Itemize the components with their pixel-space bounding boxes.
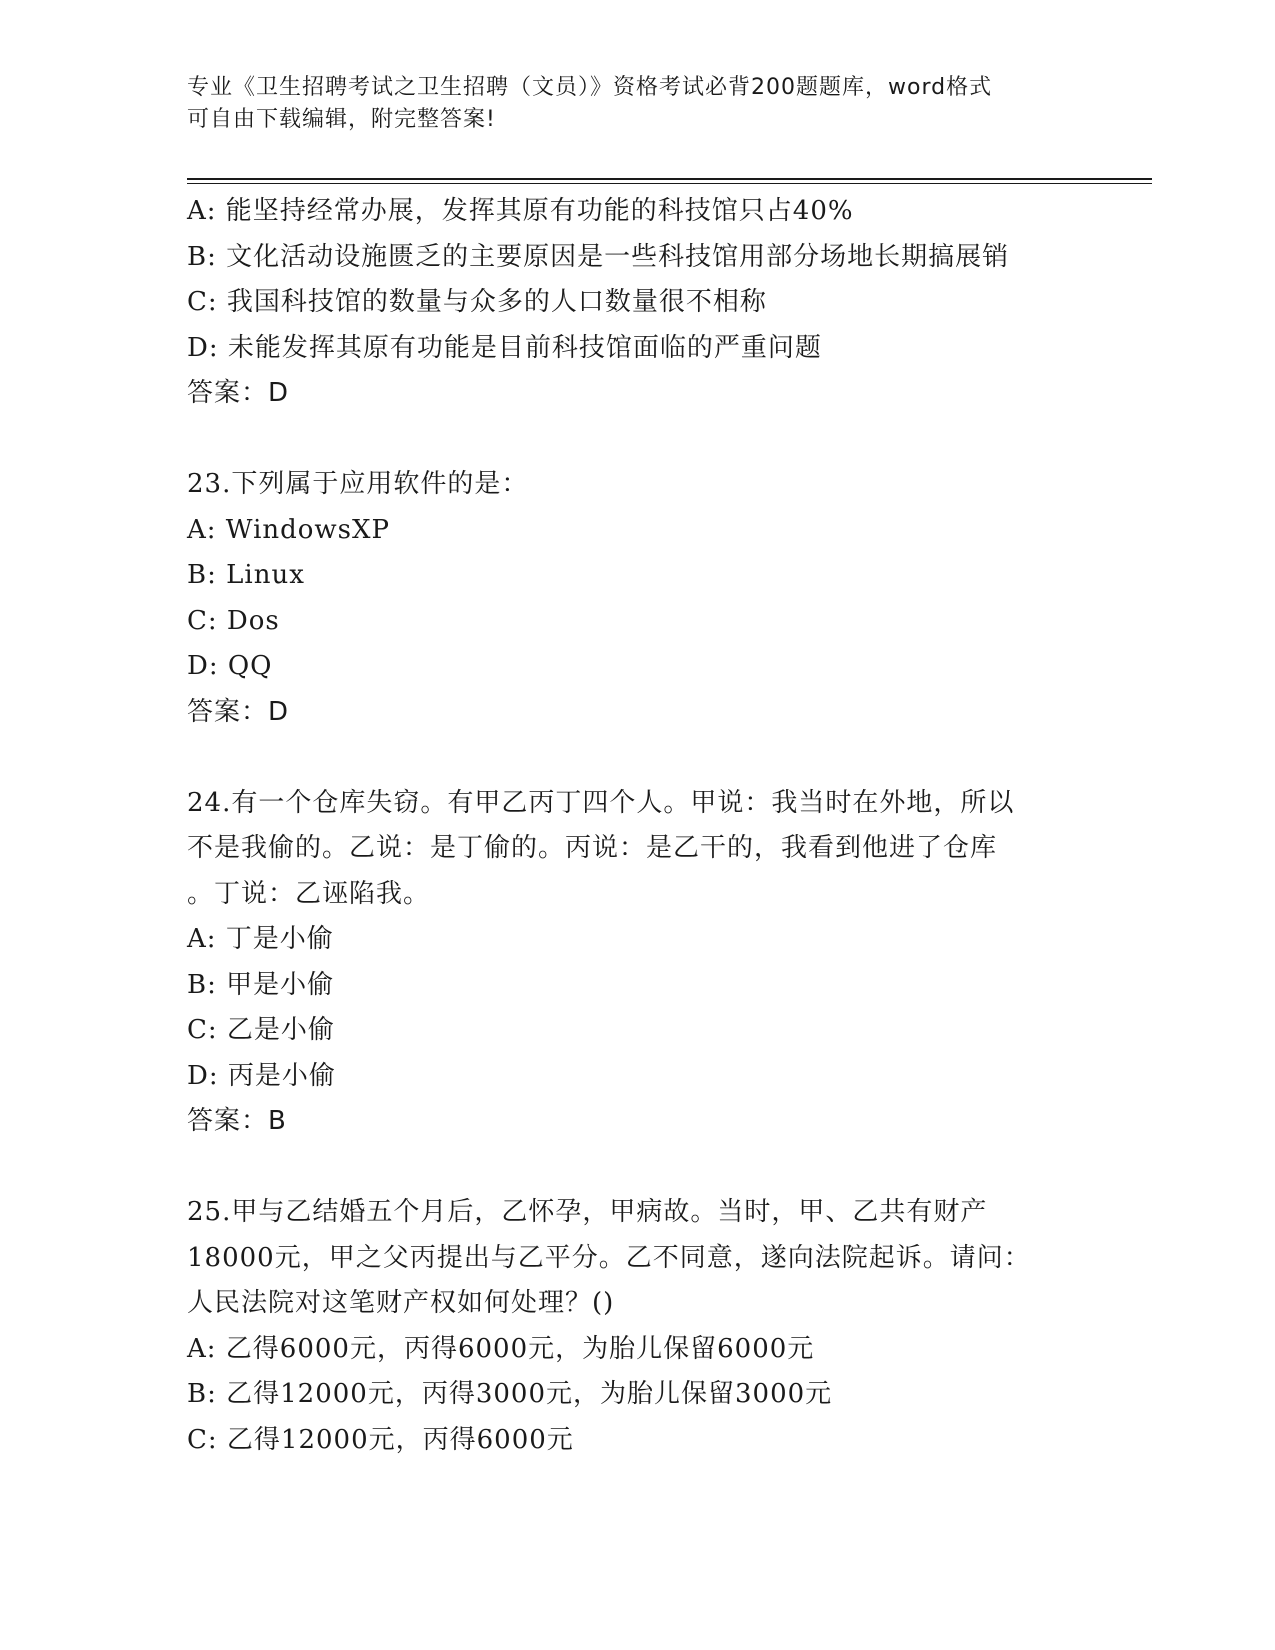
header-title-line-2: 可自由下载编辑，附完整答案! — [187, 107, 496, 132]
question-22 — [187, 189, 1087, 417]
header-divider-thin — [187, 183, 1152, 184]
document-header — [187, 72, 1087, 136]
question-22-answer: 答案：D — [187, 378, 290, 408]
question-25 — [187, 1190, 1087, 1463]
question-25-option-b: B: 乙得12000元，丙得3000元，为胎儿保留3000元 — [187, 1379, 833, 1409]
question-24-stem-line-1: 24.有一个仓库失窃。有甲乙丙丁四个人。甲说：我当时在外地，所以 — [187, 787, 1015, 818]
question-24-stem-line-2: 不是我偷的。乙说：是丁偷的。丙说：是乙干的，我看到他进了仓库 — [187, 833, 998, 863]
question-spacer — [187, 1145, 1087, 1191]
question-25-stem-line-2: 18000元，甲之父丙提出与乙平分。乙不同意，遂向法院起诉。请问： — [187, 1242, 1031, 1273]
header-divider-thick — [187, 178, 1152, 180]
question-23-option-b: B: Linux — [187, 560, 305, 590]
question-22-option-c: C: 我国科技馆的数量与众多的人口数量很不相称 — [187, 287, 767, 317]
question-24-option-c: C: 乙是小偷 — [187, 1015, 335, 1045]
question-24-stem-line-3: 。丁说：乙诬陷我。 — [187, 878, 431, 909]
question-25-stem-line-3: 人民法院对这笔财产权如何处理？() — [187, 1288, 615, 1318]
question-22-option-b: B: 文化活动设施匮乏的主要原因是一些科技馆用部分场地长期搞展销 — [187, 241, 1010, 272]
question-list — [187, 189, 1087, 1463]
question-22-option-a: A: 能坚持经常办展，发挥其原有功能的科技馆只占40% — [187, 196, 854, 226]
question-24-option-a: A: 丁是小偷 — [187, 924, 334, 954]
question-spacer — [187, 735, 1087, 781]
question-23-option-a: A: WindowsXP — [187, 514, 391, 545]
question-25-option-a: A: 乙得6000元，丙得6000元，为胎儿保留6000元 — [187, 1333, 815, 1364]
question-spacer — [187, 417, 1087, 463]
question-24-option-b: B: 甲是小偷 — [187, 969, 335, 1000]
question-23-answer: 答案：D — [187, 696, 290, 727]
question-23-option-d: D: QQ — [187, 651, 273, 681]
question-25-stem-line-1: 25.甲与乙结婚五个月后，乙怀孕，甲病故。当时，甲、乙共有财产 — [187, 1197, 988, 1227]
header-title-line-1: 专业《卫生招聘考试之卫生招聘（文员）》资格考试必背200题题库，word格式 — [187, 75, 993, 100]
question-24 — [187, 781, 1087, 1145]
question-22-option-d: D: 未能发挥其原有功能是目前科技馆面临的严重问题 — [187, 332, 822, 363]
question-24-option-d: D: 丙是小偷 — [187, 1060, 336, 1091]
question-23-option-c: C: Dos — [187, 605, 280, 636]
question-23-stem: 23.下列属于应用软件的是： — [187, 469, 529, 499]
question-23 — [187, 462, 1087, 735]
question-25-option-c: C: 乙得12000元，丙得6000元 — [187, 1424, 574, 1455]
question-24-answer: 答案：B — [187, 1106, 287, 1136]
